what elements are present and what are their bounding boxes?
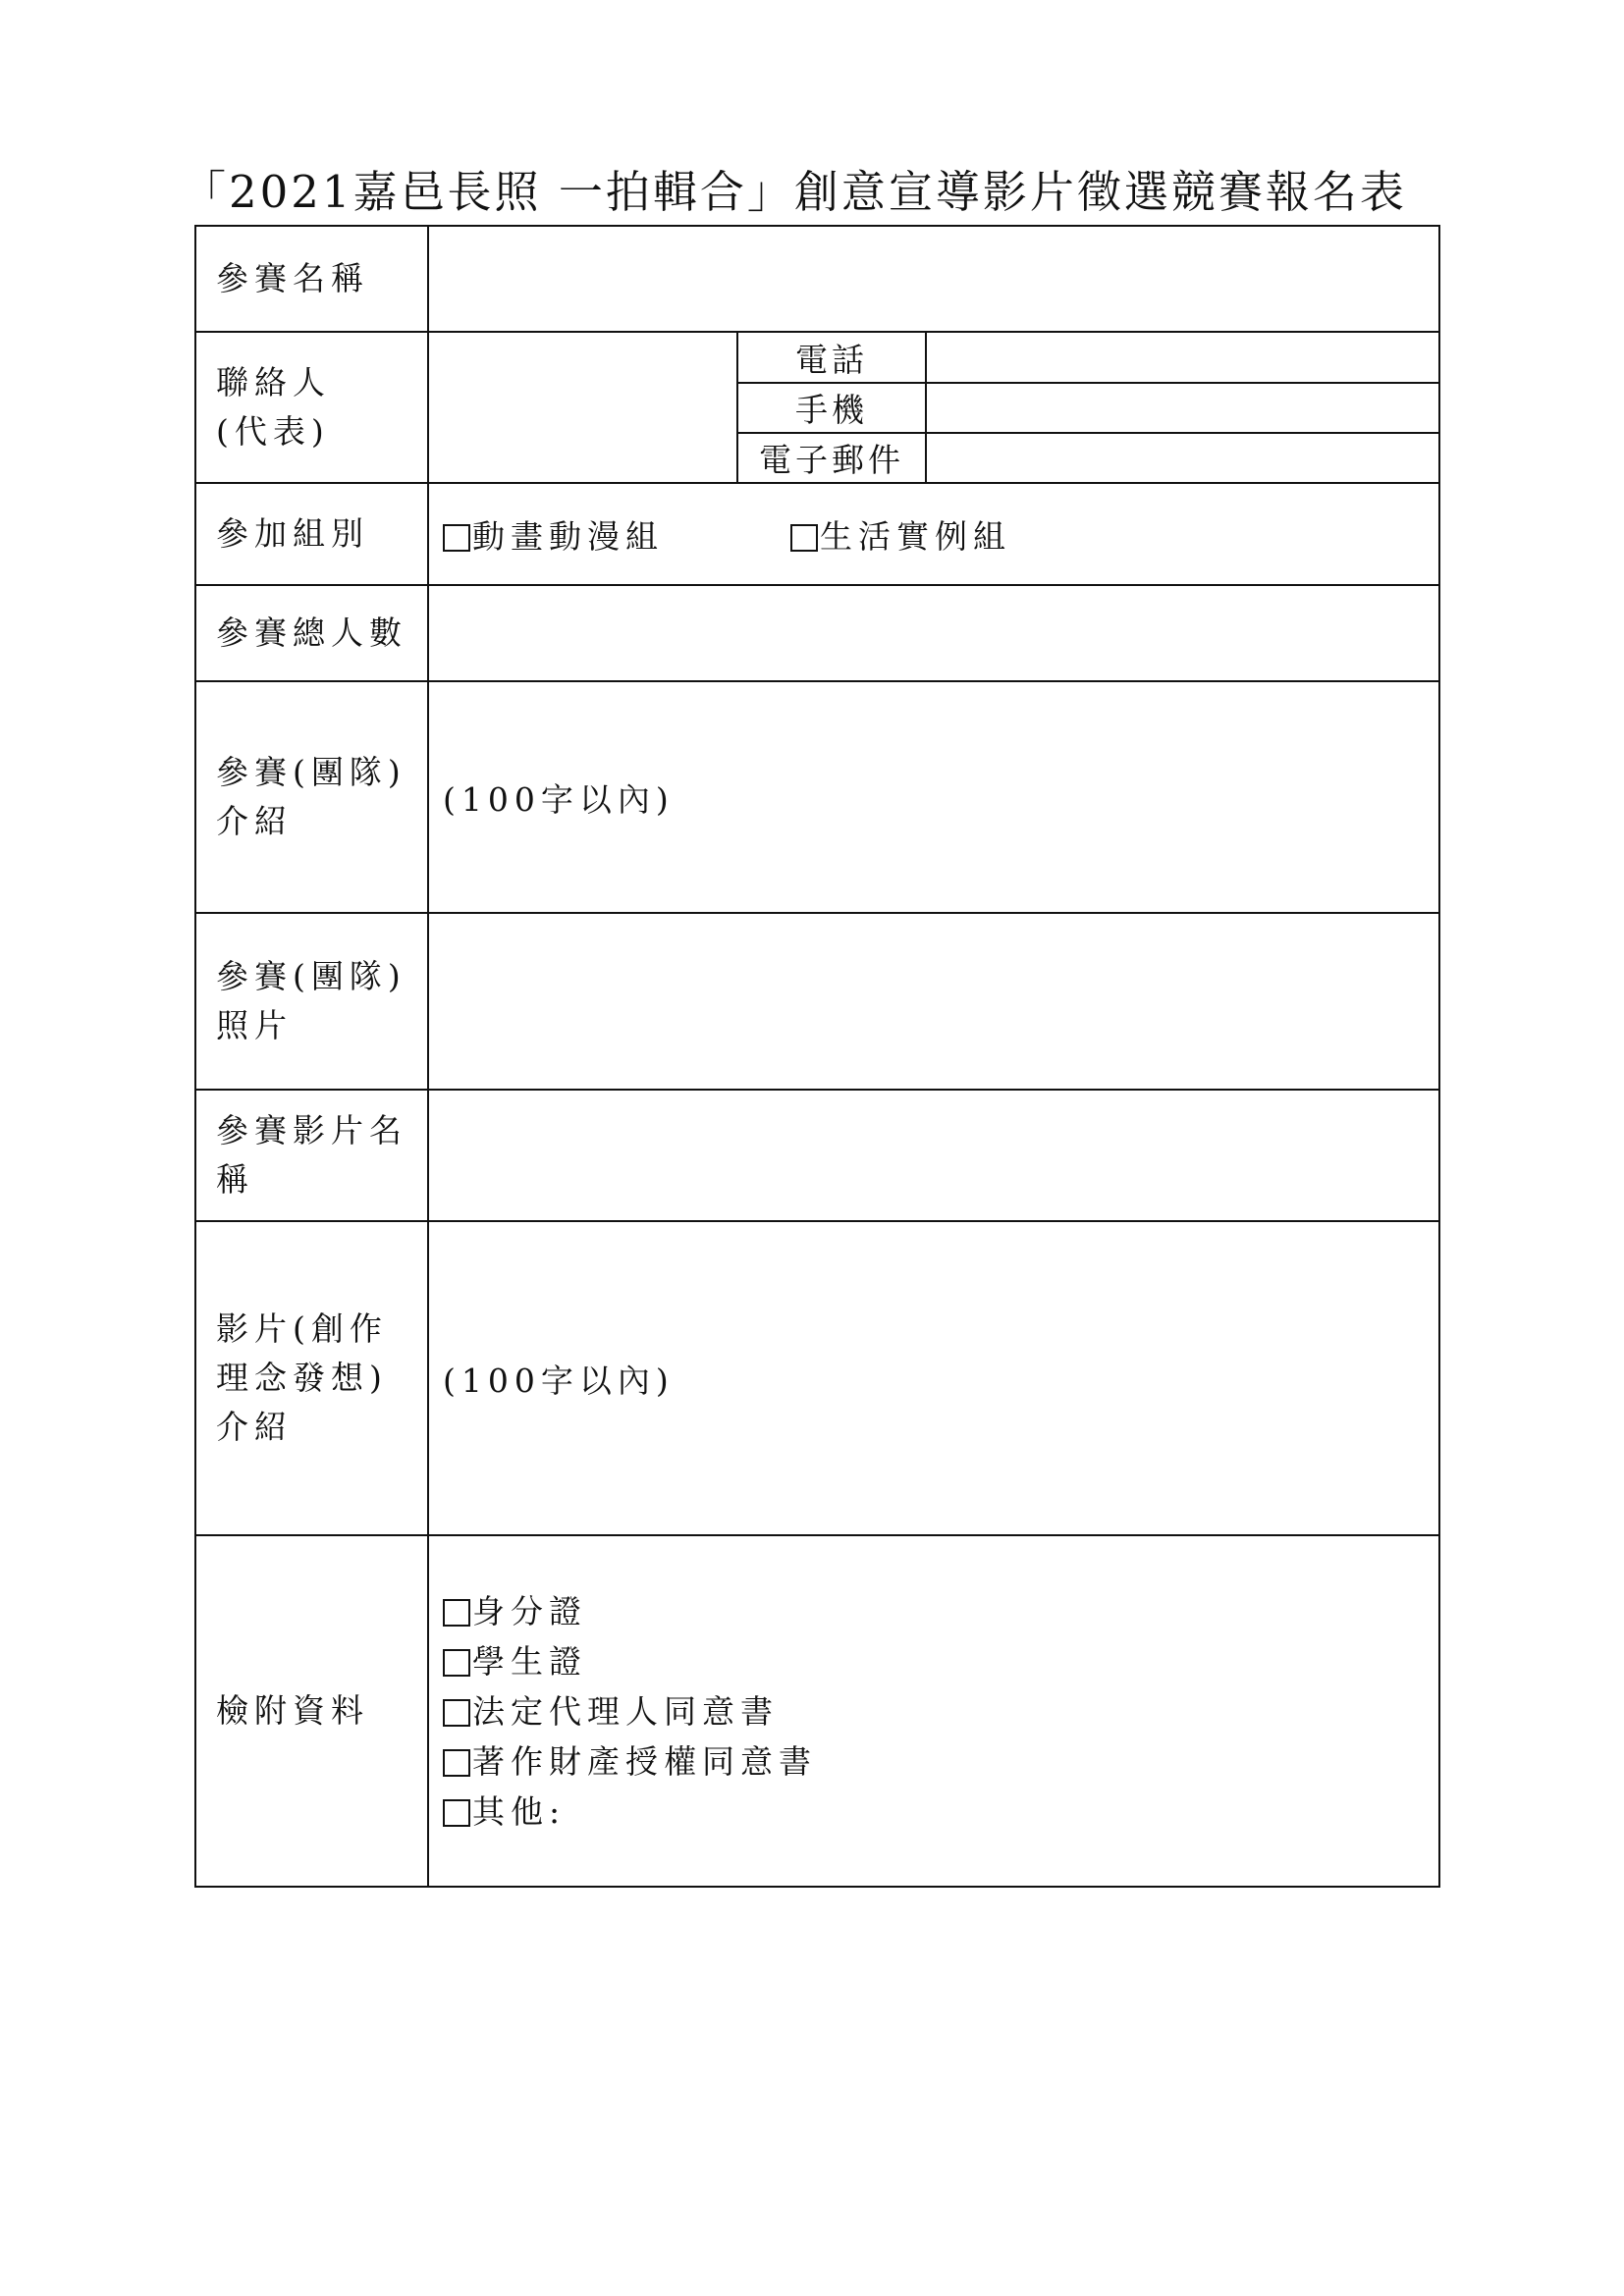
category-label: 參加組別 [195, 483, 428, 585]
attachment-option-label: 身分證 [472, 1591, 587, 1630]
video-intro-label-line3: 介紹 [216, 1408, 293, 1446]
phone-field[interactable] [926, 332, 1439, 383]
checkbox-icon[interactable] [443, 1649, 470, 1677]
video-name-label-line2: 稱 [216, 1160, 254, 1199]
total-participants-row [195, 585, 1439, 681]
team-intro-field[interactable]: (100字以內) [428, 681, 1439, 913]
checkbox-icon[interactable] [443, 524, 470, 552]
contact-name-field[interactable] [428, 332, 737, 483]
attachment-option-label: 法定代理人同意書 [472, 1691, 779, 1731]
registration-form [194, 225, 1440, 1888]
video-name-label [195, 1090, 428, 1221]
video-intro-label-line2: 理念發想) [216, 1359, 388, 1397]
team-photo-label-line2: 照片 [216, 1006, 293, 1044]
team-intro-label-line2: 介紹 [216, 802, 293, 840]
attachment-option-label: 著作財產授權同意書 [472, 1741, 817, 1781]
entry-name-field[interactable] [428, 226, 1439, 332]
entry-name-row [195, 226, 1439, 332]
category-row [195, 483, 1439, 585]
contact-label [195, 332, 428, 483]
phone-label: 電話 [737, 332, 926, 383]
attachment-option-label: 學生證 [472, 1641, 587, 1681]
entry-name-label: 參賽名稱 [195, 226, 428, 332]
category-option-animation[interactable] [443, 511, 790, 558]
video-intro-label [195, 1221, 428, 1535]
checkbox-icon[interactable] [443, 1749, 470, 1777]
video-intro-field[interactable]: (100字以內) [428, 1221, 1439, 1535]
contact-label-line1: 聯絡人 [216, 363, 331, 401]
team-photo-field[interactable] [428, 913, 1439, 1090]
attachment-option-copyright-consent[interactable] [443, 1736, 1438, 1787]
attachment-option-id-card[interactable] [443, 1586, 1438, 1636]
checkbox-icon[interactable] [443, 1699, 470, 1727]
team-photo-row [195, 913, 1439, 1090]
attachment-option-guardian-consent[interactable] [443, 1686, 1438, 1736]
attachments-options [428, 1535, 1439, 1887]
category-option-life[interactable] [790, 511, 1011, 558]
mobile-field[interactable] [926, 383, 1439, 433]
attachment-option-student-card[interactable] [443, 1636, 1438, 1686]
team-photo-label-line1: 參賽(團隊) [216, 957, 406, 995]
category-option-life-label: 生活實例組 [820, 516, 1011, 556]
video-name-row [195, 1090, 1439, 1221]
attachments-row [195, 1535, 1439, 1887]
team-intro-row [195, 681, 1439, 913]
contact-label-line2: (代表) [216, 412, 330, 451]
total-participants-label: 參賽總人數 [195, 585, 428, 681]
page-title: 「2021嘉邑長照 一拍輯合」創意宣導影片徵選競賽報名表 [182, 166, 1407, 218]
team-intro-label [195, 681, 428, 913]
contact-row [195, 332, 1439, 383]
video-intro-row [195, 1221, 1439, 1535]
mobile-label: 手機 [737, 383, 926, 433]
team-intro-label-line1: 參賽(團隊) [216, 753, 406, 791]
category-options [428, 483, 1439, 585]
checkbox-icon[interactable] [443, 1599, 470, 1627]
total-participants-field[interactable] [428, 585, 1439, 681]
category-option-animation-label: 動畫動漫組 [472, 516, 664, 556]
email-field[interactable] [926, 433, 1439, 483]
attachment-option-label: 其他: [472, 1791, 567, 1831]
email-label: 電子郵件 [737, 433, 926, 483]
attachment-option-other[interactable] [443, 1787, 1438, 1837]
team-photo-label [195, 913, 428, 1090]
attachments-label: 檢附資料 [195, 1535, 428, 1887]
video-name-label-line1: 參賽影片名 [216, 1111, 407, 1149]
checkbox-icon[interactable] [790, 524, 818, 552]
checkbox-icon[interactable] [443, 1799, 470, 1827]
video-name-field[interactable] [428, 1090, 1439, 1221]
video-intro-label-line1: 影片(創作 [216, 1309, 388, 1348]
